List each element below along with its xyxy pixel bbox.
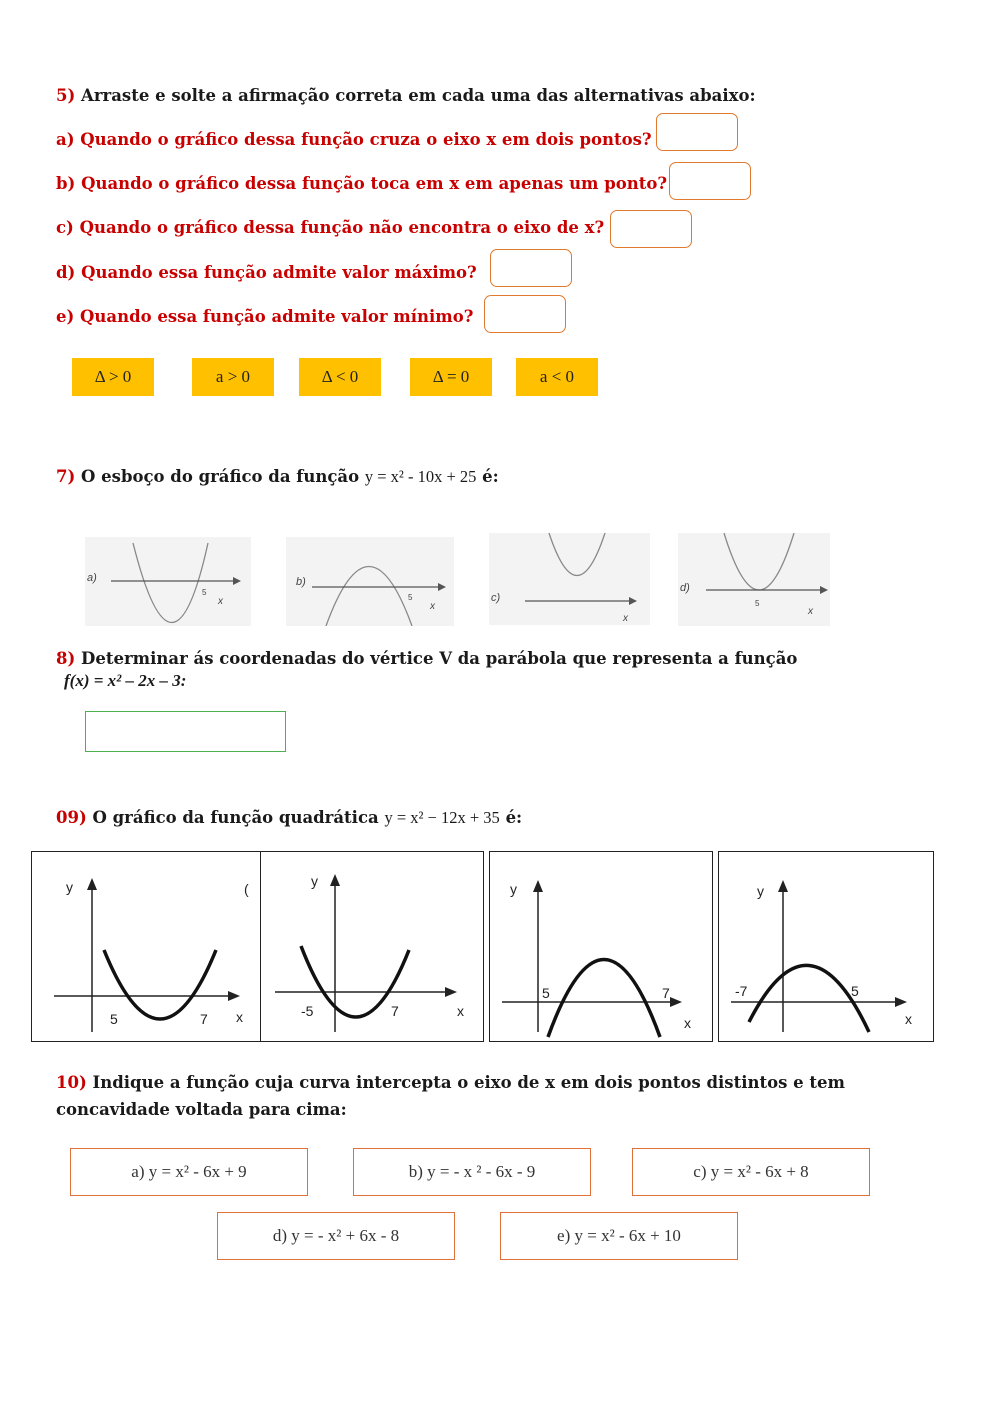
q7-prefix: O esboço do gráfico da função [81, 467, 360, 486]
q7-option-d[interactable] [678, 533, 830, 626]
q7-option-c[interactable] [489, 533, 650, 625]
q9-graph-4[interactable] [718, 851, 934, 1042]
axis-label: x [808, 606, 813, 617]
q10-option-b[interactable]: b) y = - x ² - 6x - 9 [353, 1148, 591, 1196]
option-label: a) [87, 572, 97, 584]
arrow-up-icon [533, 880, 543, 892]
q7-heading [56, 467, 499, 487]
q10-option-e[interactable]: e) y = x² - 6x + 10 [500, 1212, 738, 1260]
q7-option-a-graph [85, 537, 251, 626]
parabola-curve [548, 960, 660, 1038]
tile-delta-positive[interactable]: Δ > 0 [72, 358, 154, 396]
parabola-curve [326, 567, 412, 627]
q10-line2: concavidade voltada para cima: [56, 1100, 347, 1119]
q8-function: f(x) = x² – 2x – 3: [64, 671, 187, 690]
arrow-right-icon [670, 997, 682, 1007]
option-label: d) [680, 582, 690, 594]
q10-option-d[interactable]: d) y = - x² + 6x - 8 [217, 1212, 455, 1260]
q9-graph-2-svg [261, 852, 483, 1041]
parabola-curve [724, 533, 794, 590]
option-label: b) [296, 576, 306, 588]
parabola-curve [133, 543, 208, 623]
q7-option-c-graph [489, 533, 650, 625]
y-label: y [311, 873, 318, 889]
q10-heading [56, 1073, 845, 1092]
y-label: y [66, 879, 73, 895]
axis-label: x [623, 613, 628, 624]
q8-number: 8) [56, 649, 76, 668]
axis-label: x [218, 596, 223, 607]
q9-graph-1-svg [32, 852, 260, 1041]
q5-title: Arraste e solte a afirmação correta em cada uma das alternativas abaixo: [81, 86, 756, 105]
arrow-icon [629, 597, 637, 605]
arrow-right-icon [445, 987, 457, 997]
tick-label: 5 [408, 593, 413, 602]
q9-graph-3[interactable] [489, 851, 713, 1042]
q7-equation: y = x² - 10x + 25 [364, 467, 477, 486]
q9-suffix: é: [505, 808, 523, 827]
root-label-1: -5 [301, 1003, 314, 1019]
arrow-right-icon [228, 991, 240, 1001]
q7-option-d-graph [678, 533, 830, 626]
root-label-2: 5 [851, 983, 859, 999]
q9-equation: y = x² − 12x + 35 [384, 808, 500, 827]
q9-graph-1[interactable] [31, 851, 261, 1042]
tick-label: 5 [202, 588, 207, 597]
q8-heading [56, 649, 797, 668]
q7-suffix: é: [482, 467, 499, 486]
q5-number: 5) [56, 86, 76, 105]
root-label-1: -7 [735, 983, 748, 999]
arrow-up-icon [87, 878, 97, 890]
q5-item-e: e) Quando essa função admite valor mínimo? [56, 307, 474, 326]
x-label: x [905, 1011, 912, 1027]
drop-zone-c[interactable] [610, 210, 692, 248]
q7-number: 7) [56, 467, 76, 486]
tick-label: 5 [755, 599, 760, 608]
q7-option-a[interactable] [85, 537, 251, 626]
q9-heading [56, 808, 522, 828]
tile-delta-negative[interactable]: Δ < 0 [299, 358, 381, 396]
q7-option-b-graph [286, 537, 454, 626]
x-label: x [457, 1003, 464, 1019]
axis-label: x [430, 601, 435, 612]
q8-title: Determinar ás coordenadas do vértice V da parábola que representa a função [81, 649, 798, 668]
x-label: x [684, 1015, 691, 1031]
root-label-2: 7 [200, 1011, 208, 1027]
q9-number: 09) [56, 808, 87, 827]
option-label: c) [491, 592, 501, 604]
arrow-icon [820, 586, 828, 594]
y-label: y [510, 881, 517, 897]
arrow-right-icon [895, 997, 907, 1007]
q9-graph-3-svg [490, 852, 712, 1041]
parabola-curve [549, 533, 605, 576]
arrow-up-icon [778, 880, 788, 892]
tile-a-positive[interactable]: a > 0 [192, 358, 274, 396]
q5-item-c: c) Quando o gráfico dessa função não encontra o eixo de x? [56, 218, 605, 237]
drop-zone-a[interactable] [656, 113, 738, 151]
q9-prefix: O gráfico da função quadrática [92, 808, 379, 827]
q10-option-a[interactable]: a) y = x² - 6x + 9 [70, 1148, 308, 1196]
q10-number: 10) [56, 1073, 87, 1092]
q5-item-a: a) Quando o gráfico dessa função cruza o eixo x em dois pontos? [56, 130, 652, 149]
parabola-curve [104, 950, 216, 1019]
y-label: y [757, 883, 764, 899]
q10-line1: Indique a função cuja curva intercepta o eixo de x em dois pontos distintos e tem [92, 1073, 845, 1092]
q5-item-b: b) Quando o gráfico dessa função toca em x em apenas um ponto? [56, 174, 668, 193]
drop-zone-b[interactable] [669, 162, 751, 200]
arrow-icon [233, 577, 241, 585]
drop-zone-d[interactable] [490, 249, 572, 287]
tile-delta-zero[interactable]: Δ = 0 [410, 358, 492, 396]
root-label-1: 5 [542, 985, 550, 1001]
q10-option-c[interactable]: c) y = x² - 6x + 8 [632, 1148, 870, 1196]
tile-a-negative[interactable]: a < 0 [516, 358, 598, 396]
root-label-2: 7 [391, 1003, 399, 1019]
stray-mark: ( [244, 881, 249, 897]
drop-zone-e[interactable] [484, 295, 566, 333]
q7-option-b[interactable] [286, 537, 454, 626]
q5-item-d: d) Quando essa função admite valor máximo? [56, 263, 477, 282]
arrow-icon [438, 583, 446, 591]
q5-heading [56, 86, 756, 105]
arrow-up-icon [330, 874, 340, 886]
root-label-1: 5 [110, 1011, 118, 1027]
root-label-2: 7 [662, 985, 670, 1001]
q9-graph-2[interactable] [260, 851, 484, 1042]
q9-graph-4-svg [719, 852, 933, 1041]
x-label: x [236, 1009, 243, 1025]
q8-answer-input[interactable] [85, 711, 286, 752]
